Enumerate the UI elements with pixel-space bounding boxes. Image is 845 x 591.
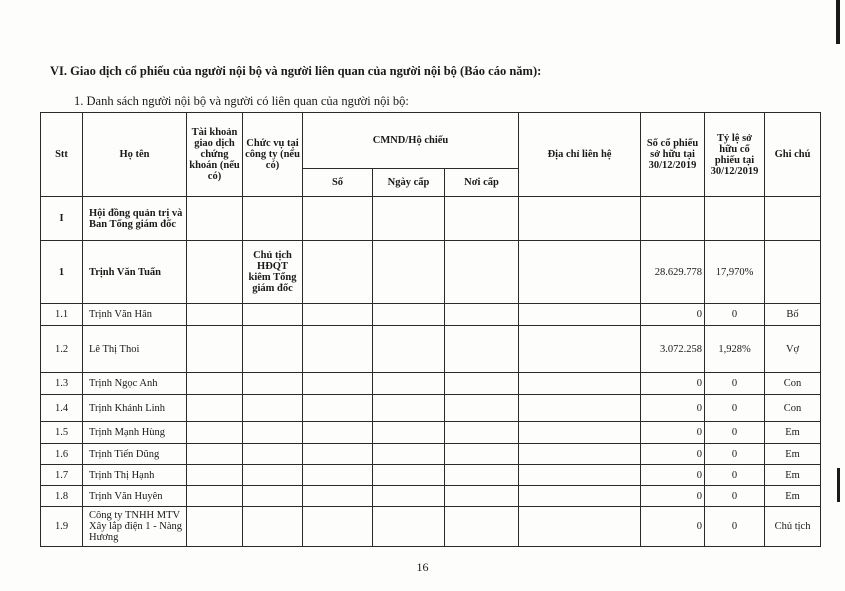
cell-shares: 28.629.778 (641, 241, 705, 304)
insider-table (40, 112, 821, 547)
cell-ratio: 0 (705, 373, 765, 395)
cell-note: Con (765, 373, 821, 395)
header-id-number: Số (303, 169, 373, 197)
cell-shares: 0 (641, 444, 705, 465)
cell-stt: 1.9 (41, 507, 83, 547)
cell-stt: 1.8 (41, 486, 83, 507)
scan-edge-right-bottom (837, 468, 840, 502)
cell-note: Em (765, 422, 821, 444)
table-row (41, 486, 821, 507)
cell-name: Trịnh Mạnh Hùng (83, 422, 187, 444)
cell-note: Chủ tịch (765, 507, 821, 547)
table-row (41, 444, 821, 465)
header-id-group: CMND/Hộ chiếu (303, 113, 519, 169)
cell-name: Lê Thị Thoi (83, 326, 187, 373)
cell-ratio: 0 (705, 465, 765, 486)
cell-note: Em (765, 465, 821, 486)
cell-name: Công ty TNHH MTV Xây lắp điện 1 - Nàng Hương (83, 507, 187, 547)
cell-position: Chủ tịch HĐQT kiêm Tổng giám đốc (243, 241, 303, 304)
cell-note: Vợ (765, 326, 821, 373)
cell-name: Trịnh Văn Hân (83, 304, 187, 326)
table-row (41, 326, 821, 373)
cell-stt: 1.7 (41, 465, 83, 486)
cell-stt: 1.5 (41, 422, 83, 444)
header-shares: Số cổ phiếu sở hữu tại 30/12/2019 (641, 113, 705, 197)
header-account: Tài khoản giao dịch chứng khoán (nếu có) (187, 113, 243, 197)
cell-shares: 0 (641, 486, 705, 507)
table-row (41, 395, 821, 422)
cell-stt: 1.3 (41, 373, 83, 395)
header-position: Chức vụ tại công ty (nếu có) (243, 113, 303, 197)
cell-name: Trịnh Thị Hạnh (83, 465, 187, 486)
table-row (41, 304, 821, 326)
header-name: Họ tên (83, 113, 187, 197)
header-stt: Stt (41, 113, 83, 197)
header-note: Ghi chú (765, 113, 821, 197)
cell-note: Em (765, 444, 821, 465)
scan-edge-right-top (836, 0, 840, 44)
header-issue-place: Nơi cấp (445, 169, 519, 197)
table-row (41, 422, 821, 444)
cell-ratio: 0 (705, 507, 765, 547)
cell-note (765, 241, 821, 304)
cell-stt: 1.2 (41, 326, 83, 373)
cell-stt: 1 (41, 241, 83, 304)
table-row (41, 507, 821, 547)
cell-name: Hội đồng quản trị và Ban Tổng giám đốc (83, 197, 187, 241)
cell-shares: 0 (641, 304, 705, 326)
cell-name: Trịnh Khánh Linh (83, 395, 187, 422)
table-row (41, 241, 821, 304)
cell-ratio: 0 (705, 304, 765, 326)
cell-name: Trịnh Văn Huyên (83, 486, 187, 507)
cell-stt: 1.1 (41, 304, 83, 326)
cell-ratio: 0 (705, 422, 765, 444)
cell-note: Bố (765, 304, 821, 326)
page-number: 16 (416, 560, 429, 574)
cell-shares: 0 (641, 507, 705, 547)
cell-ratio: 1,928% (705, 326, 765, 373)
cell-stt: I (41, 197, 83, 241)
cell-ratio: 0 (705, 395, 765, 422)
cell-ratio: 0 (705, 486, 765, 507)
cell-shares: 0 (641, 395, 705, 422)
table-row (41, 197, 821, 241)
cell-stt: 1.6 (41, 444, 83, 465)
section-title: VI. Giao dịch cổ phiếu của người nội bộ và người liên quan của người nội bộ (Báo cáo năm): (50, 64, 542, 78)
cell-ratio: 17,970% (705, 241, 765, 304)
cell-shares: 0 (641, 373, 705, 395)
cell-name: Trịnh Tiến Dũng (83, 444, 187, 465)
cell-note: Em (765, 486, 821, 507)
cell-shares: 3.072.258 (641, 326, 705, 373)
cell-note: Con (765, 395, 821, 422)
list-subtitle: 1. Danh sách người nội bộ và người có liên quan của người nội bộ: (74, 94, 409, 108)
cell-shares: 0 (641, 465, 705, 486)
header-address: Địa chỉ liên hệ (519, 113, 641, 197)
table-row (41, 465, 821, 486)
header-issue-date: Ngày cấp (373, 169, 445, 197)
table-row (41, 373, 821, 395)
cell-stt: 1.4 (41, 395, 83, 422)
cell-name: Trịnh Văn Tuấn (83, 241, 187, 304)
header-ratio: Tỷ lệ sở hữu cổ phiếu tại 30/12/2019 (705, 113, 765, 197)
cell-name: Trịnh Ngọc Anh (83, 373, 187, 395)
cell-shares: 0 (641, 422, 705, 444)
cell-ratio: 0 (705, 444, 765, 465)
